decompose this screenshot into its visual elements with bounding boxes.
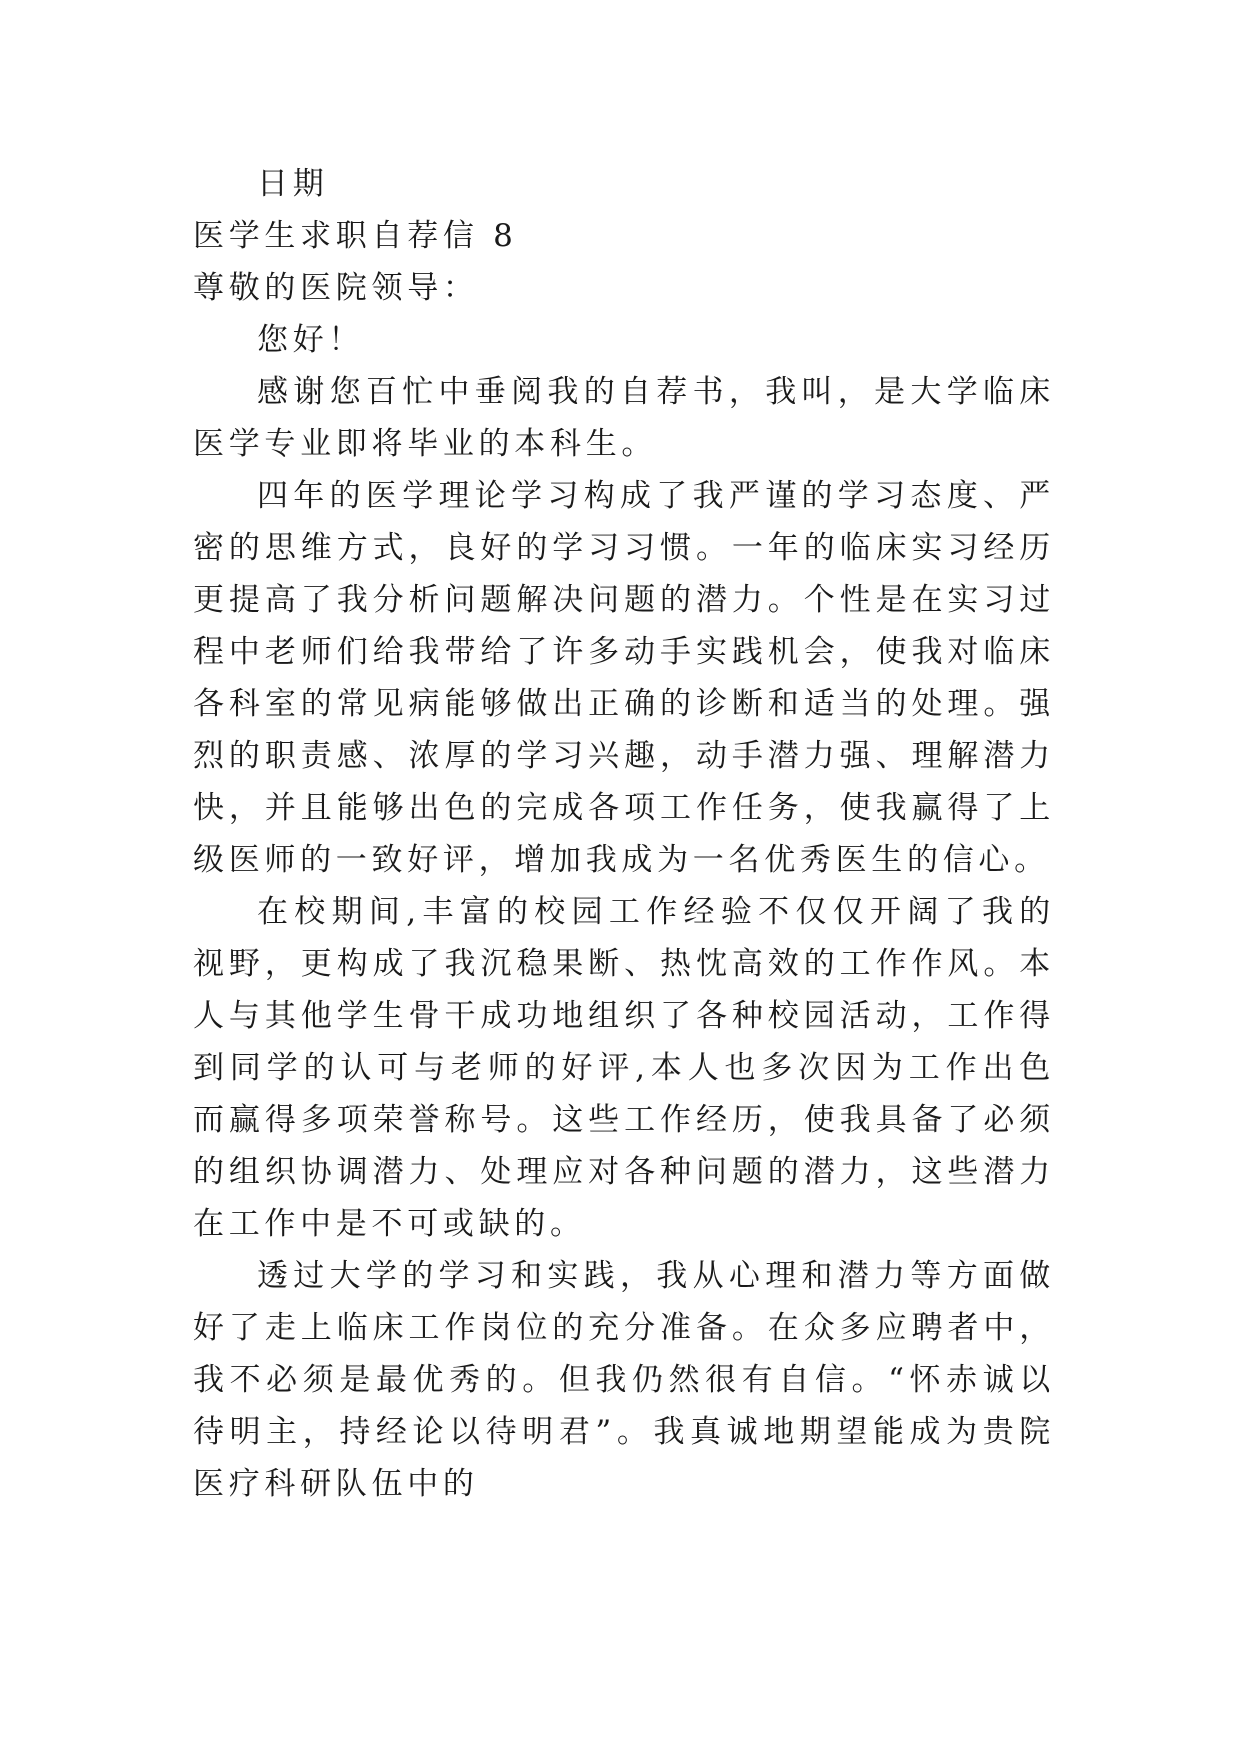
paragraph-study: 四年的医学理论学习构成了我严谨的学习态度、严密的思维方式，良好的学习习惯。一年的临床实习经历更提高了我分析问题解决问题的潜力。个性是在实习过程中老师们给我带给了许多动手实践机会，使我对临床各科室的常见病能够做出正确的诊断和适当的处理。强烈的职责感、浓厚的学习兴趣，动手潜力强、理解潜力快，并且能够出色的完成各项工作任务，使我赢得了上级医师的一致好评，增加我成为一名优秀医生的信心。 [193, 478, 1055, 878]
greeting: 您好！ [257, 322, 365, 358]
paragraph-readiness: 透过大学的学习和实践，我从心理和潜力等方面做好了走上临床工作岗位的充分准备。在众多应聘者中，我不必须是最优秀的。但我仍然很有自信。“怀赤诚以待明主，持经论以待明君”。我真诚地期望能成为贵院医疗科研队伍中的 [193, 1258, 1055, 1502]
salutation: 尊敬的医院领导： [193, 270, 479, 306]
date-label: 日期 [257, 166, 329, 202]
letter-title: 医学生求职自荐信 8 [193, 218, 518, 254]
paragraph-intro: 感谢您百忙中垂阅我的自荐书，我叫，是大学临床医学专业即将毕业的本科生。 [193, 374, 1055, 462]
letter-body [193, 158, 1055, 1510]
paragraph-campus-work: 在校期间,丰富的校园工作经验不仅仅开阔了我的视野，更构成了我沉稳果断、热忱高效的工作作风。本人与其他学生骨干成功地组织了各种校园活动，工作得到同学的认可与老师的好评,本人也多次因为工作出色而赢得多项荣誉称号。这些工作经历，使我具备了必须的组织协调潜力、处理应对各种问题的潜力，这些潜力在工作中是不可或缺的。 [193, 894, 1055, 1242]
